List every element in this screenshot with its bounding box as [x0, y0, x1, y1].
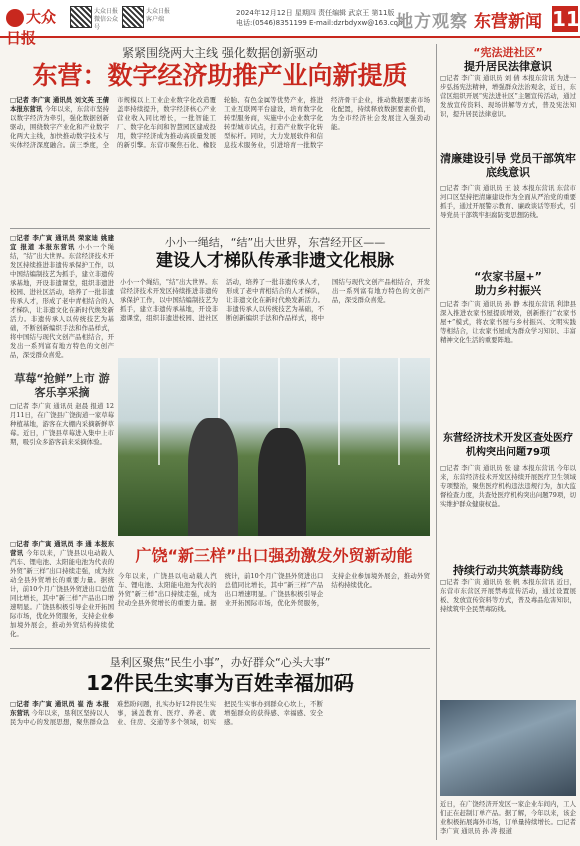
side5-headline: 持续行动共筑禁毒防线: [453, 564, 563, 577]
page-number: 11: [552, 7, 580, 31]
lead-overline: 紧紧围绕两大主线 强化数据创新驱动: [122, 46, 318, 60]
column-divider: [436, 44, 437, 840]
newspaper-logo: 大众日报: [6, 8, 57, 47]
visitor-figure: [258, 428, 306, 536]
article3-body: 今年以来，广饶县以电动载人汽车、锂电池、太阳能电池为代表的外贸“新三样”出口持续走强，成为拉动全县外贸增长的重要力量。据统计，前10个月广饶县外贸进出口总值同比增长，其中“新三样”产品出口增速明显。广饶县积极引导企业开拓国际市场，优化外贸服务，支持企业参加境外展会，推动外贸结构持续优化。: [118, 572, 430, 607]
section-label: 地方观察: [396, 12, 468, 32]
side1-quote: “宪法进社区”: [473, 46, 543, 59]
article2-headline: 建设人才梯队传承非遗文化根脉: [156, 251, 394, 271]
side4-headline: 东营经济技术开发区查处医疗机构突出问题79项: [443, 433, 573, 458]
photo1-caption: □记者 李广寅 通讯员 赵晨 报道 12月11日，在广饶县广饶街道一家草莓种植基地，游客在大棚内采摘新鲜草莓。近日，广饶县草莓进入集中上市期，吸引众多游客前来采摘体验。: [10, 402, 114, 446]
factory-workshop-photo: [440, 700, 576, 796]
side3-body: □记者 李广寅 通讯员 孙 静 本报东营讯 利津县深入推进农家书屋提质增效，创新推行“农家书屋+”模式，将农家书屋与乡村振兴、文明实践等相结合，让农家书屋成为群众学习知识、丰富精神文化生活的重要阵地。: [440, 300, 576, 344]
article2-body: 小小一个绳结，“结”出大世界。东营经济技术开发区持续推进非遗传承保护工作，以中国结编制技艺为抓手，建立非遗传承基地，开设非遗课堂，组织非遗进校园、进社区活动，培养了一批非遗传承人才，形成了老中青相结合的人才梯队，让非遗文化在新时代焕发新活力。非遗传承人以传统技艺为基础，不断创新编织手法和作品样式，将中国结与现代文创产品相结合，开发出一系列富有地方特色的文创产品，深受群众喜爱。: [120, 278, 430, 322]
qr-code-icon: [122, 6, 144, 28]
qr-code-icon: [70, 6, 92, 28]
article2-body-left: □记者 李广寅 通讯员 荣家迪 姚建宜 报道 本报东营讯 小小一个绳结，“结”出大世界。东营经济技术开发区持续推进非遗传承保护工作，以中国结编制技艺为抓手，建立非遗传承基地，开设非遗课堂，组织非遗进校园、进社区活动，培养了一批非遗传承人才，形成了老中青相结合的人才梯队，让非遗文化在新时代焕发新活力。非遗传承人以传统技艺为基础，不断创新编织手法和作品样式，将中国结与现代文创产品相结合，开发出一系列富有地方特色的文创产品，深受群众喜爱。: [10, 234, 114, 359]
visitor-figure: [188, 418, 238, 536]
article2-overline: 小小一绳结，“结”出大世界，东营经开区——: [164, 236, 386, 249]
section-name: 东营新闻: [474, 12, 542, 32]
article4-overline: 垦利区聚焦“民生小事”，办好群众“心头大事”: [109, 656, 331, 669]
article3-headline: 广饶“新三样”出口强劲激发外贸新动能: [135, 546, 413, 565]
qr2-label: 大众日报客户端: [146, 8, 171, 23]
article3-body-left: □记者 李广寅 通讯员 李 通 本报东营讯 今年以来，广饶县以电动载人汽车、锂电池、太阳能电池为代表的外贸“新三样”出口持续走强，成为拉动全县外贸增长的重要力量。据统计，前10个月广饶县外贸进出口总值同比增长，其中“新三样”产品出口增速明显。广饶县积极引导企业开拓国际市场，优化外贸服务，支持企业参加境外展会，推动外贸结构持续优化。: [10, 540, 114, 638]
side3-headline: 助力乡村振兴: [475, 284, 541, 297]
side5-body: □记者 李广寅 通讯员 张 帆 本报东营讯 近日，东营市东营区开展禁毒宣传活动，通过设置展板、发放宣传资料等方式，普及毒品危害知识，持续筑牢全民禁毒防线。: [440, 578, 576, 613]
side1-body: □记者 李广寅 通讯员 刘 倩 本报东营讯 为进一步弘扬宪法精神，增强群众法治观念，近日，东营区组织开展“宪法进社区”主题宣传活动，通过发放宣传资料、现场讲解等方式，普及宪法知识，提升居民法律意识。: [440, 74, 576, 118]
lead-body: □记者 李广寅 通讯员 刘文英 王倩 本报东营讯 今年以来，东营市坚持以数字经济为牵引，强化数据创新驱动，围绕数字产业化和产业数字化两大主线，加快推动数字技术与实体经济深度融合。前三季度，全市规模以上工业企业数字化改造覆盖率持续提升，数字经济核心产业营业收入同比增长，一批智能工厂、数字化车间和智慧园区建成投用，数字经济成为推动高质量发展的新引擎。东营市聚焦石化、橡胶轮胎、有色金属等优势产业，推进工业互联网平台建设，培育数字化转型服务商，实施中小企业数字化转型城市试点，打造产业数字化转型标杆。同时，大力发展软件和信息技术服务业，引进培育一批数字经济骨干企业，推动数据要素市场化配置，持续释放数据要素价值，为全市经济社会发展注入强劲动能。: [10, 96, 430, 149]
side2-headline: 清廉建设引导 党员干部筑牢底线意识: [440, 152, 576, 179]
lead-headline: 东营：数字经济助推产业向新提质: [32, 61, 408, 90]
divider: [10, 648, 430, 649]
side3-quote: “农家书屋+”: [474, 270, 542, 283]
divider: [10, 228, 430, 229]
strawberry-greenhouse-photo: [118, 358, 430, 536]
article4-body: □记者 李广寅 通讯员 崔 浩 本报东营讯 今年以来，垦利区坚持以人民为中心的发展思想，聚焦群众急难愁盼问题，扎实办好12件民生实事，涵盖教育、医疗、养老、就业、住房、交通等多个领域，切实把民生实事办到群众心坎上，不断增强群众的获得感、幸福感、安全感。: [10, 700, 323, 726]
side1-headline: 提升居民法律意识: [464, 60, 552, 73]
side4-body: □记者 李广寅 通讯员 张 建 本报东营讯 今年以来，东营经济技术开发区持续开展医疗卫生领域专项整治，聚焦医疗机构违法违规行为，加大监督检查力度，共查处医疗机构突出问题79项，切实维护群众健康权益。: [440, 464, 576, 508]
article4-headline: 12件民生实事为百姓幸福加码: [86, 671, 354, 695]
publication-info: 2024年12月12日 星期四 责任编辑 武京王 第11版 电话:(0546)8351199 E-mail:dzrbdyxw@163.com: [236, 9, 405, 27]
logo-icon: [6, 9, 24, 27]
side-photo-caption: 近日，在广饶经济开发区一家企业车间内，工人们正在赶制订单产品。据了解，今年以来，该企业积极拓展海外市场，订单量持续增长。□记者 李广寅 通讯员 孙 涛 报道: [440, 800, 576, 835]
masthead: [0, 0, 580, 47]
photo1-caption-head: 草莓“抢鲜”上市 游客乐享采摘: [14, 372, 110, 399]
qr1-label: 大众日报微信公众号: [94, 8, 119, 31]
side2-body: □记者 李广寅 通讯员 王 波 本报东营讯 东营市河口区坚持把清廉建设作为全面从严治党的重要抓手，通过开展警示教育、廉政谈话等形式，引导党员干部筑牢拒腐防变思想防线。: [440, 184, 576, 219]
